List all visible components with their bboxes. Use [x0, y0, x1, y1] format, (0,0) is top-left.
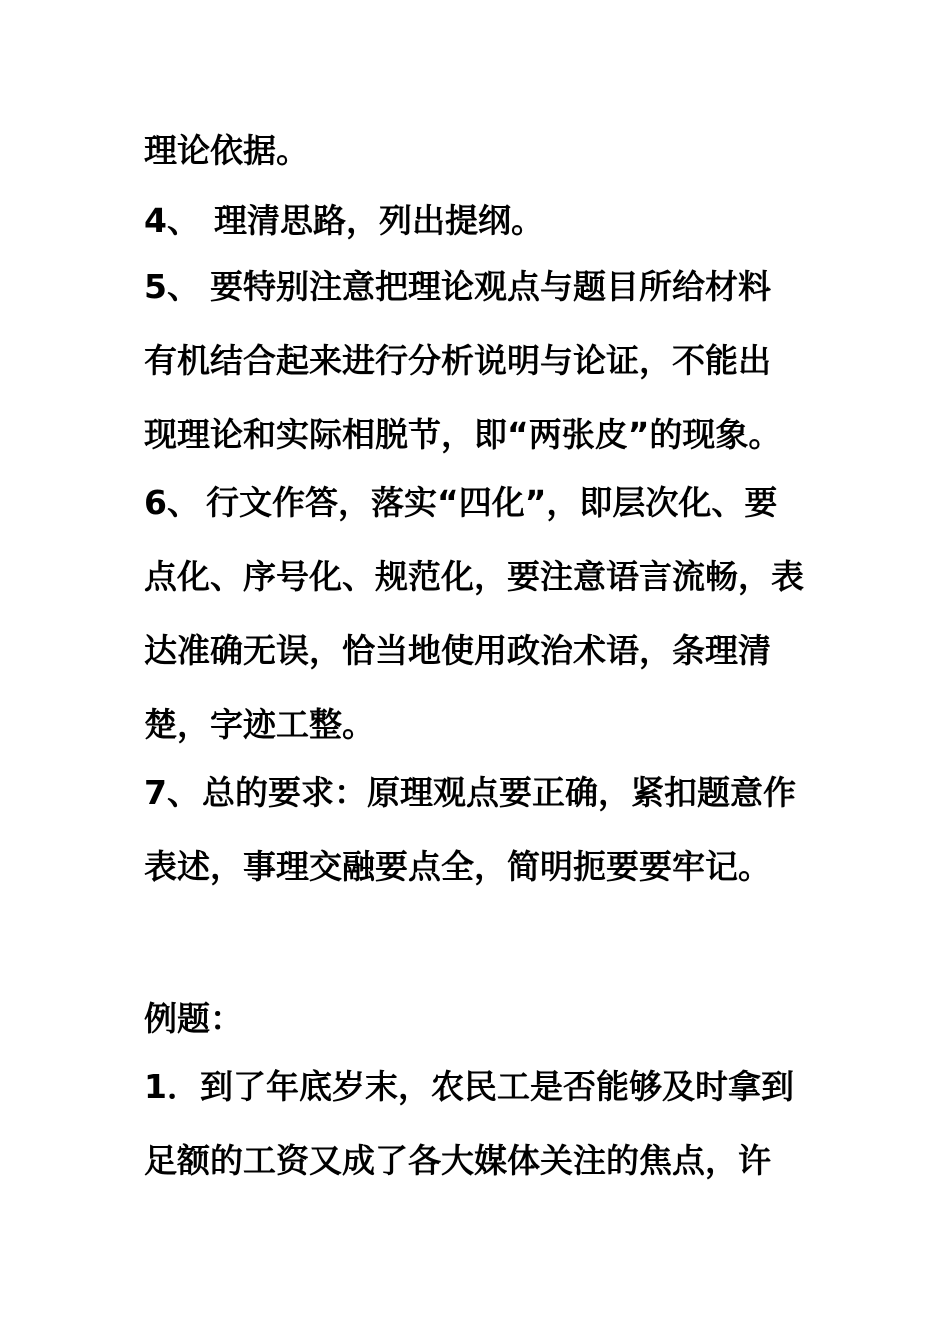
- list-item-text: 行文作答，落实“四化”，即层次化、要: [206, 483, 778, 522]
- list-number: 6、: [144, 483, 200, 522]
- text-line-7: 点化、序号化、规范化，要注意语言流畅，表: [144, 557, 804, 596]
- list-number: 7、: [144, 773, 200, 812]
- text-line-1: 理论依据。: [144, 131, 309, 170]
- text-line-4: 有机结合起来进行分析说明与论证，不能出: [144, 341, 771, 380]
- list-item-7: [144, 773, 796, 813]
- list-item-text: 要特别注意把理论观点与题目所给材料: [210, 267, 771, 306]
- example-heading: 例题：: [144, 999, 243, 1038]
- text-line-14: 足额的工资又成了各大媒体关注的焦点，许: [144, 1141, 771, 1180]
- list-item-4: [144, 201, 544, 241]
- example-item-1: 1．到了年底岁末，农民工是否能够及时拿到: [144, 1067, 794, 1106]
- text-line-11: 表述，事理交融要点全，简明扼要要牢记。: [144, 847, 771, 886]
- list-number: 4、: [144, 201, 200, 240]
- text-line-8: 达准确无误，恰当地使用政治术语，条理清: [144, 631, 771, 670]
- list-number: 5、: [144, 267, 200, 306]
- list-item-6: [144, 483, 777, 523]
- text-line-5: 现理论和实际相脱节，即“两张皮”的现象。: [144, 415, 782, 454]
- list-item-text: 总的要求：原理观点要正确，紧扣题意作: [202, 773, 796, 812]
- text-line-9: 楚，字迹工整。: [144, 705, 375, 744]
- list-item-text: 理清思路，列出提纲。: [214, 201, 544, 240]
- list-item-5: [144, 267, 771, 307]
